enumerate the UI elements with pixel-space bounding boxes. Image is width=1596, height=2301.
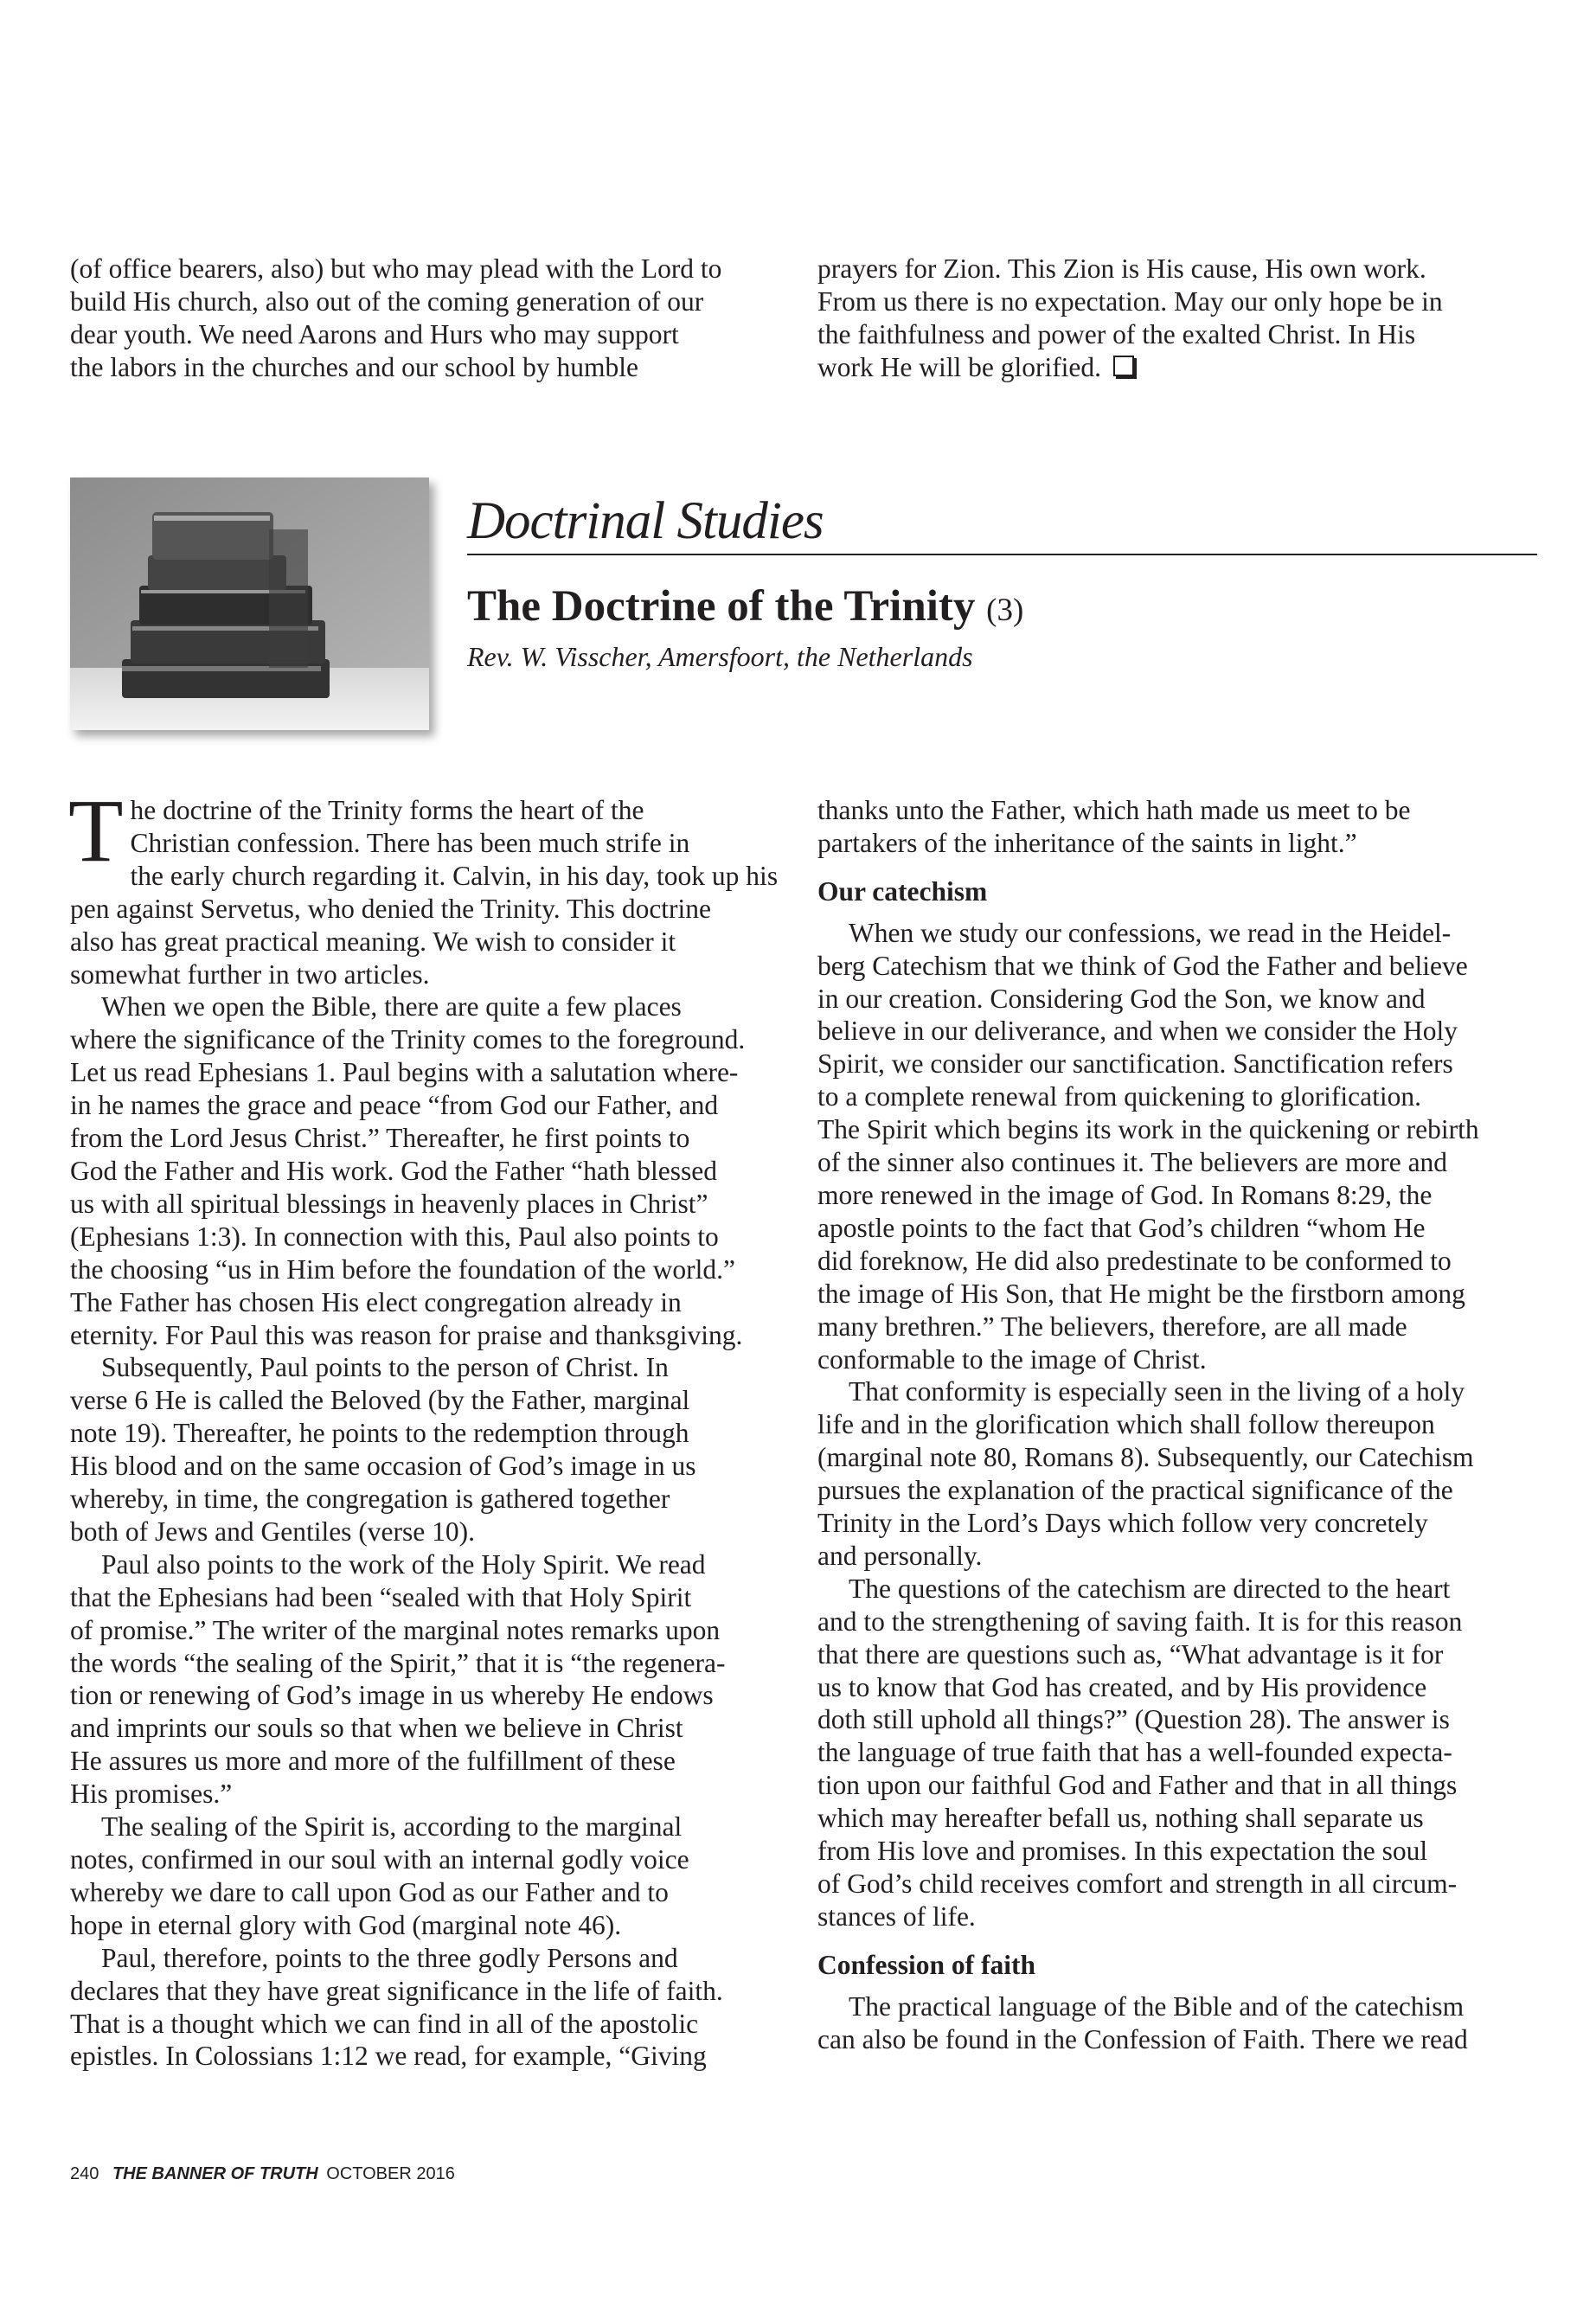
text-line: From us there is no expectation. May our only hope be in [817, 285, 1443, 317]
text-line: The Spirit which begins its work in the quickening or rebirth [817, 1114, 1479, 1145]
text-line: both of Jews and Gentiles (verse 10). [70, 1516, 476, 1547]
text-line: tion upon our faithful God and Father and that in all things [817, 1770, 1458, 1801]
text-line: tion or renewing of God’s image in us whereby He endows [70, 1680, 714, 1711]
text-line: that there are questions such as, “What advantage is it for [817, 1638, 1444, 1670]
text-line: declares that they have great significance in the life of faith. [70, 1975, 723, 2006]
text-line: in our creation. Considering God the Son, we know and [817, 983, 1426, 1014]
text-line: also has great practical meaning. We wish to consider it [70, 926, 676, 957]
text-line: the early church regarding it. Calvin, in his day, took up his [130, 860, 779, 891]
text-line: His promises.” [70, 1779, 233, 1810]
text-line: work He will be glorified. [817, 351, 1535, 384]
text-line: apostle points to the fact that God’s children “whom He [817, 1212, 1426, 1243]
text-line: from the Lord Jesus Christ.” Thereafter, he first points to [70, 1123, 690, 1154]
text-line: The Father has chosen His elect congregation already in [70, 1286, 682, 1317]
text-line: Paul, therefore, points to the three godly Persons and [101, 1942, 678, 1973]
text-line: dear youth. We need Aarons and Hurs who may support [70, 318, 679, 349]
prev-article-left-column [70, 253, 788, 384]
text-line: Trinity in the Lord’s Days which follow very concretely [817, 1508, 1428, 1539]
text-line: of promise.” The writer of the marginal notes remarks upon [70, 1614, 721, 1645]
page-number: 240 [70, 2164, 99, 2183]
title-rule [467, 554, 1537, 555]
text-line: conformable to the image of Christ. [817, 1343, 1207, 1375]
text-line: (Ephesians 1:3). In connection with this, Paul also points to [70, 1221, 719, 1252]
text-line: and to the strengthening of saving faith. It is for this reason [817, 1606, 1463, 1637]
text-line: the image of His Son, that He might be the firstborn among [817, 1278, 1465, 1309]
text-line: The questions of the catechism are directed to the heart [849, 1573, 1451, 1604]
text-line: and personally. [817, 1540, 983, 1571]
text-line: He assures us more and more of the fulfillment of these [70, 1746, 676, 1777]
text-line: in he names the grace and peace “from God our Father, and [70, 1090, 719, 1121]
text-line: from His love and promises. In this expectation the soul [817, 1836, 1428, 1867]
text-line: (of office bearers, also) but who may plead with the Lord to [70, 253, 722, 284]
text-line: of God’s child receives comfort and strength in all circum- [817, 1868, 1458, 1899]
books-photo [70, 478, 429, 730]
text-line: to a complete renewal from quickening to glorification. [817, 1081, 1422, 1112]
section-title: Doctrinal Studies [467, 492, 824, 550]
text-line: of the sinner also continues it. The believers are more and [817, 1147, 1448, 1178]
end-of-article-mark [1113, 356, 1134, 376]
article-part: (3) [986, 593, 1024, 628]
text-line: doth still uphold all things?” (Question 28). The answer is [817, 1704, 1450, 1735]
text-line: did foreknow, He did also predestinate to be conformed to [817, 1245, 1452, 1276]
text-line: Spirit, we consider our sanctification. Sanctification refers [817, 1048, 1453, 1080]
text-line: the labors in the churches and our school by humble [70, 351, 638, 382]
heading-confession-of-faith: Confession of faith [817, 1949, 1036, 1980]
article-title-text: The Doctrine of the Trinity [467, 582, 976, 631]
text-line: whereby, in time, the congregation is gathered together [70, 1484, 670, 1515]
text-line: which may hereafter befall us, nothing shall separate us [817, 1803, 1424, 1834]
text-line: life and in the glorification which shall follow thereupon [817, 1409, 1435, 1440]
text-line: thanks unto the Father, which hath made us meet to be [817, 795, 1411, 825]
text-line: Subsequently, Paul points to the person of Christ. In [101, 1352, 669, 1383]
drop-cap: T [68, 781, 124, 881]
text-line: The practical language of the Bible and of the catechism [849, 1990, 1465, 2022]
text-line: That is a thought which we can find in all of the apostolic [70, 2008, 699, 2039]
text-line: the faithfulness and power of the exalted Christ. In His [817, 318, 1416, 349]
text-line: he doctrine of the Trinity forms the heart of the [130, 795, 644, 825]
article-title [467, 581, 1023, 631]
text-line: whereby we dare to call upon God as our Father and to [70, 1876, 669, 1907]
text-line: epistles. In Colossians 1:12 we read, for example, “Giving [70, 2041, 707, 2072]
text-line: somewhat further in two articles. [70, 958, 430, 990]
text-line: many brethren.” The believers, therefore, are all made [817, 1311, 1407, 1342]
text-line: believe in our deliverance, and when we consider the Holy [817, 1016, 1458, 1047]
text-line: us to know that God has created, and by His providence [817, 1671, 1427, 1702]
issue-date: OCTOBER 2016 [326, 2164, 455, 2183]
text-line: (marginal note 80, Romans 8). Subsequently, our Catechism [817, 1442, 1474, 1473]
text-line: eternity. For Paul this was reason for praise and thanksgiving. [70, 1319, 743, 1350]
heading-our-catechism: Our catechism [817, 875, 988, 907]
text-line: God the Father and His work. God the Father “hath blessed [70, 1155, 717, 1186]
text-line: can also be found in the Confession of Faith. There we read [817, 2023, 1468, 2054]
text-line: and imprints our souls so that when we believe in Christ [70, 1713, 683, 1744]
publication-name: THE BANNER OF TRUTH [112, 2164, 318, 2183]
text-line: note 19). Thereafter, he points to the redemption through [70, 1418, 689, 1449]
text-line: When we open the Bible, there are quite a few places [101, 991, 682, 1022]
text-line: pen against Servetus, who denied the Trinity. This doctrine [70, 893, 712, 924]
text-line: the words “the sealing of the Spirit,” that it is “the regenera- [70, 1647, 726, 1678]
page-footer [70, 2164, 455, 2184]
body-right-column [817, 794, 1535, 2056]
text-line: That conformity is especially seen in the living of a holy [849, 1376, 1465, 1407]
text-line: the choosing “us in Him before the foundation of the world.” [70, 1253, 735, 1285]
byline: Rev. W. Visscher, Amersfoort, the Netherlands [467, 641, 973, 672]
text-line: Let us read Ephesians 1. Paul begins with a salutation where- [70, 1057, 739, 1088]
text-line: more renewed in the image of God. In Romans 8:29, the [817, 1179, 1433, 1210]
text-line: The sealing of the Spirit is, according to the marginal [101, 1811, 683, 1843]
text-line: hope in eternal glory with God (marginal note 46). [70, 1909, 622, 1940]
text-line: Paul also points to the work of the Holy Spirit. We read [101, 1548, 706, 1580]
text-line: build His church, also out of the coming generation of our [70, 285, 704, 317]
body-left-column [68, 781, 788, 2073]
text-line: When we study our confessions, we read in the Heidel- [849, 917, 1452, 948]
text-line: that the Ephesians had been “sealed with that Holy Spirit [70, 1581, 692, 1612]
text-line: notes, confirmed in our soul with an internal godly voice [70, 1844, 689, 1875]
text-line: Christian confession. There has been much strife in [130, 827, 690, 858]
text-line: where the significance of the Trinity comes to the foreground. [70, 1024, 746, 1055]
text-line: pursues the explanation of the practical significance of the [817, 1475, 1453, 1506]
text-line: berg Catechism that we think of God the Father and believe [817, 950, 1468, 981]
text-line: prayers for Zion. This Zion is His cause, His own work. [817, 253, 1426, 284]
text-line: us with all spiritual blessings in heavenly places in Christ” [70, 1188, 708, 1219]
text-line: partakers of the inheritance of the saints in light.” [817, 827, 1357, 858]
text-line: stances of life. [817, 1900, 976, 1932]
text-line: His blood and on the same occasion of God’s image in us [70, 1451, 696, 1482]
text-line: the language of true faith that has a well-founded expecta- [817, 1737, 1452, 1768]
prev-article-right-column [817, 253, 1535, 384]
text-line: verse 6 He is called the Beloved (by the Father, marginal [70, 1385, 690, 1416]
